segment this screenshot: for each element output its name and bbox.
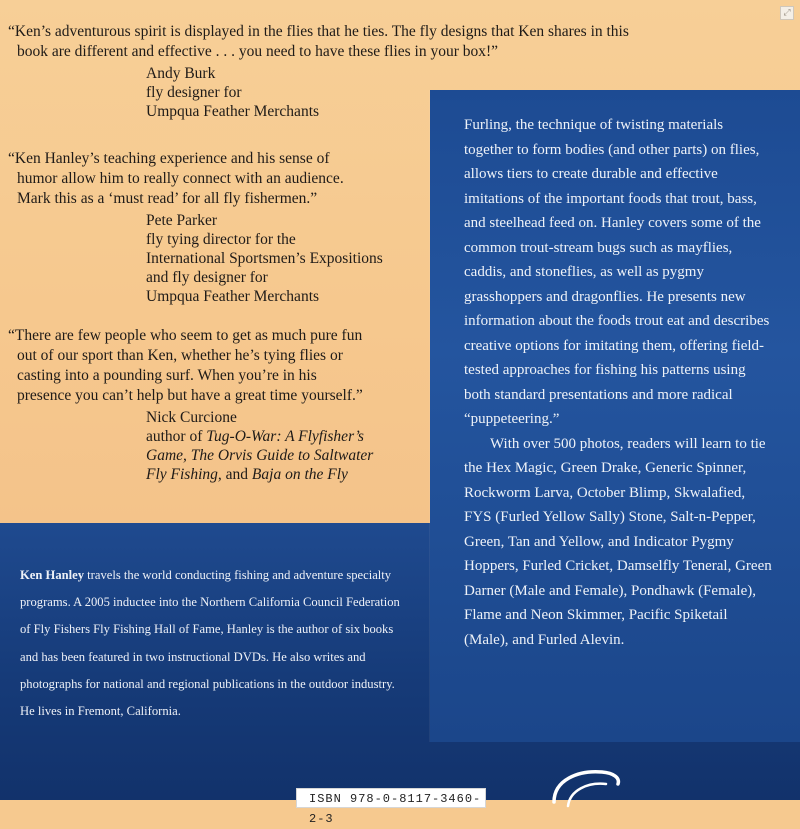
quote-3-line-4: presence you can’t help but have a great time yourself.” (17, 387, 363, 404)
quote-2-role-line-3: and fly designer for (146, 269, 268, 286)
author-bio (20, 562, 410, 725)
quote-1-author: Andy Burk (146, 65, 216, 82)
quote-2-role-line-1: fly tying director for the (146, 231, 296, 248)
quote-3-book-title-2: Game, The Orvis Guide to Saltwater (146, 447, 374, 464)
quote-3-role-line-1 (146, 427, 418, 446)
publisher-logo-icon (548, 762, 624, 808)
quote-2-author: Pete Parker (146, 212, 218, 229)
quote-3-book-title-4: Baja on the Fly (251, 466, 348, 483)
author-name: Ken Hanley (20, 568, 85, 582)
quote-2-line-3: Mark this as a ‘must read’ for all fly fishermen.” (17, 190, 318, 207)
description-paragraph-2: With over 500 photos, readers will learn to tie the Hex Magic, Green Drake, Generic Spinner, Rockworm Larva, October Blimp, Skwalafied, FYS (Furled Yellow Sally) Stone, Salt-n-Pepper, Green, Tan and Yellow, and Indicator Pygmy Hoppers, Furled Cricket, Damselfly Teneral, Green Darner (Male and Female), Pondhawk (Female), Flame and Neon Skimmer, Pacific Spiketail (Male), and Furled Alevin. (464, 435, 772, 648)
quote-2-role-line-4: Umpqua Feather Merchants (146, 288, 320, 305)
quote-3-line-2: out of our sport than Ken, whether he’s tying flies or (17, 347, 343, 364)
isbn-label: ISBN 978-0-8117-3460-2-3 (296, 788, 486, 808)
quote-3-role-prefix: author of (146, 428, 207, 445)
quote-2-role-line-2: International Sportsmen’s Expositions (146, 250, 383, 267)
page-corner-icon: ⤢ (780, 6, 794, 20)
quote-3-line-3: casting into a pounding surf. When you’re in his (17, 367, 317, 384)
description-paragraph-1: Furling, the technique of twisting materials together to form bodies (and other parts) on flies, allows tiers to create durable and effective imitations of the important foods that trout, bass, and steelhead feed on. Hanley covers some of the common trout-stream bugs such as mayflies, caddis, and stoneflies, as well as pygmy grasshoppers and dragonflies. He presents new information about the foods trout eat and describes creative options for imitating them, offering field-tested approaches for fishing his patterns using both standard presentations and more radical “puppeteering.” (464, 117, 770, 427)
quote-2-attribution (146, 211, 418, 306)
quote-3-author: Nick Curcione (146, 409, 237, 426)
quote-3-book-title-1: Tug-O-War: A Flyfisher’s (206, 428, 364, 445)
endorsement-quote-2 (8, 149, 418, 306)
quote-3-conjunction: and (221, 466, 252, 483)
quote-3-line-1: “There are few people who seem to get as much pure fun (8, 327, 363, 344)
author-bio-text: travels the world conducting fishing and adventure specialty programs. A 2005 inductee into the Northern California Council Federation of Fly Fishers Fly Fishing Hall of Fame, Hanley is the author of six books and has been featured in two instructional DVDs. He also writes and photographs for national and regional publications in the outdoor industry. He lives in Fremont, California. (20, 568, 400, 719)
quote-3-role-line-3 (146, 465, 418, 484)
quote-2-line-2: humor allow him to really connect with an audience. (17, 170, 344, 187)
quote-1-role-line-2: Umpqua Feather Merchants (146, 103, 320, 120)
book-description (464, 113, 774, 652)
quote-1-line-2: book are different and effective . . . you need to have these flies in your box!” (17, 43, 499, 60)
quote-3-attribution (146, 408, 418, 484)
quote-1-line-1: “Ken’s adventurous spirit is displayed in the flies that he ties. The fly designs that Ken shares in this (8, 23, 629, 40)
quote-2-line-1: “Ken Hanley’s teaching experience and his sense of (8, 150, 330, 167)
endorsement-quote-3 (8, 326, 418, 484)
quote-3-role-line-2 (146, 446, 418, 465)
quote-1-role-line-1: fly designer for (146, 84, 242, 101)
quote-3-book-title-3: Fly Fishing, (146, 466, 222, 483)
endorsement-quote-1 (8, 22, 768, 121)
